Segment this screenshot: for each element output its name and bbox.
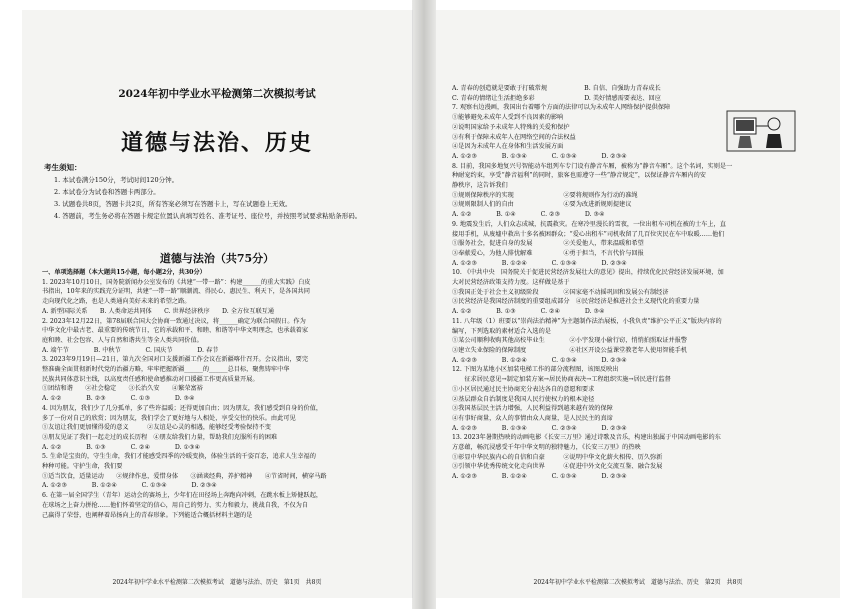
left-question-block — [42, 268, 402, 520]
question-line: 编写，下列选取的素材适合入选的是 — [452, 327, 551, 335]
question-line: ①能够避免未成年人受到不良因素的影响 — [452, 114, 564, 122]
section-title: 道德与法治（共75分） — [159, 252, 275, 265]
question-stem: 12. 下图为某地小区加装电梯工作的部分流程图，该图反映出 — [452, 366, 619, 374]
question-stem: 5. 生命是宝贵的，守生生命，我们才能感受四季的冷暖变换，体验生活的千姿百态，追求人生幸福的 — [42, 453, 316, 461]
question-line: 多了一份对自己的欣赏；因为朋友，我们学会了更好地与人相处，享受交往的快乐。由此可见 — [42, 414, 296, 422]
question-stem: 2. 2023年12月22日，第78届联合国大会协商一致通过决议，将______确定为联合国假日。作为 — [42, 317, 306, 325]
question-line: ③我国基层民主活力增强，人民利益得到越来越有效的保障 — [452, 405, 613, 413]
notice-list — [54, 174, 404, 222]
question-line: ③规则限制人们的自由 ④要为改进新规则提建议 — [452, 201, 632, 209]
question-stem: 9. 地震发生后，人们众志成城，抗震救灾。在寒冷里漫长的雪夜，一位出租车司机在被的士车上，直 — [452, 220, 726, 228]
question-line: ③有利于保障未成年人在网络空间的合法权益 — [452, 133, 576, 141]
question-stem: 11. 八年级（1）班要以“崇尚法治精神”为主题制作法治展板，小我负责“维护公平正义”版块内容的 — [452, 317, 722, 325]
question-line: C. 青春的情绪让生活拒绝多彩 D. 美好情感需要表达、回应 — [452, 94, 661, 102]
subject-title: 道德与法治、历史 — [120, 130, 313, 156]
question-line: A. ①② B. ①③ C. ②④ D. ③④ — [452, 308, 605, 316]
question-line: A. 新型国际关系 B. 人类命运共同体 C. 世界经济秩序 D. 全方位互联互通 — [42, 307, 275, 315]
question-line: 方意蕴，畅沉浸感受千年中华文明的独特魅力，《长安三万里》的热映 — [452, 444, 641, 452]
right-page — [436, 10, 840, 598]
question-line: A. ①②③ B. ①②④ C. ①③④ D. ②③④ — [452, 473, 627, 481]
right-question-block — [452, 84, 828, 482]
question-line: 己赢得了荣誉，也阐释着昂扬向上的青春形象。下列能适合概括材料主题的是 — [42, 511, 253, 519]
question-line: 征求居民意见→制定加装方案→居民协商表决→工程组织实施→居民进行监督 — [452, 376, 671, 384]
right-footer: 2024年初中学业水平检测第二次模拟考试 道德与法治、历史 第2页 共8页 — [533, 579, 743, 586]
question-line: A. 端午节 B. 中秋节 C. 国庆节 D. 春节 — [42, 346, 219, 354]
question-line: ①团结和谐 ②社会稳定 ③长治久安 ④繁荣富裕 — [42, 385, 203, 393]
notice-item: 2. 本试卷分为试卷和答题卡两部分。 — [54, 188, 160, 196]
question-line: ④是因为未成年人在身体和生活发展方面 — [452, 143, 564, 151]
question-line: 整准确全面贯彻新时代党的治疆方略，牢牢把握新疆______的______总目标，聚焦铸牢中华 — [42, 366, 290, 374]
question-line: 种耐宠约束，享受“静音福利”的同时，旅客也需遵守一些“静音规定”，以保证静音车厢内的安 — [452, 172, 706, 180]
question-line: ①适当饮食，适量运动 ②规律作息，爱惜身体 ③涵谈经典，养护精神 ④节省时间，横穿马路 — [42, 472, 327, 480]
question-line: ③民营经济是我国经济制度的重要组成部分 ④民营经济是推进社会主义现代化的重要力量 — [452, 298, 700, 306]
left-footer: 2024年初中学业水平检测第二次模拟考试 道德与法治、历史 第1页 共8页 — [112, 579, 322, 586]
question-stem: 8. 目前，我国多地复兴号智能动车组列车专门设有静音车厢，被称为“静音车厢”。这个名词，实则是一 — [452, 162, 733, 170]
notice-heading: 考生须知： — [44, 163, 82, 172]
question-stem: 3. 2023年9月19日—21日，第九次全国对口支援新疆工作会议在新疆喀什召开。会议指出，要完 — [42, 356, 309, 364]
question-line: ③引领中华优秀传统文化走向世界 ④促进中外文化交流互鉴、融合发展 — [452, 463, 663, 471]
question-line: ①规则保障秩序的实现 ②要将规则作为行动的准绳 — [452, 191, 638, 199]
question-line: ③奉献爱心，为他人排忧解难 ④勇于担当，不言代价与回报 — [452, 249, 644, 257]
notice-item: 3. 试题卷共8页，答题卡共2页，所有答案必须写在答题卡上，写在试题卷上无效。 — [54, 200, 292, 208]
question-line: ④有事好商量，众人的事情由众人商量，是人民民主的真谛 — [452, 414, 613, 422]
question-line: A. 青春的创造就是要敢于打破常规 B. 自信、自强助力青春成长 — [452, 85, 661, 92]
question-line: 中华文化中最古老、最重要的传统节日，它的承载和平、和睦、和谐等中华文明理念，也承载着家 — [42, 327, 309, 335]
book-gutter — [412, 0, 436, 609]
question-stem: 1. 2023年10月10日，国务院新闻办公室发布的《共建“一带一路”：构建______的重大实践》白皮 — [42, 278, 311, 286]
notice-item: 1. 本试卷满分150分，考试时间120分钟。 — [54, 176, 179, 184]
question-line: 在球场之上奋力拼抢……他们怀着坚定的信心，用自己的努力、实力和毅力，挑战自我，不仅为自 — [42, 501, 309, 509]
question-line: A. ①② B. ②③ C. ①③ D. ③④ — [42, 395, 195, 403]
question-line: ③朋友见证了我们一起走过的成长历程 ④朋友给我们力量，帮助我们克服所有的困难 — [42, 433, 278, 441]
question-line: ①彰显中华民族内心的自信和自豪 ②说明中华文化薪火相传、历久弥新 — [452, 453, 663, 461]
question-line: ①我国正处于社会主义初级阶段 ②国家毫不动摇巩固和发展公有制经济 — [452, 288, 669, 296]
question-line: 庭和睦、社会包容、人与自然和谐共生等全人类共同价值。 — [42, 336, 203, 344]
question-line: 走向现代化之路，也是人类通向美好未来的希望之路。 — [42, 298, 191, 306]
left-page — [22, 10, 413, 598]
question-line: ①小区居民通过民主协商充分表达各自的意愿和要求 — [452, 385, 595, 393]
question-line: A. ①②③ B. ①③④ C. ②③④ D. ②③④ — [452, 424, 627, 432]
question-line: A. ①②③ B. ①②④ C. ①③④ D. ②③④ — [452, 259, 627, 267]
question-line: 种种可能。守护生命，我们要 — [42, 463, 123, 471]
question-line: 接用手机，从废墟中救出十多名被困群众；“爱心出租车”司机收留了几百位灾民在车中取暖……他们 — [452, 230, 725, 238]
question-line: 书指出，10年来的实践充分证明，共建“一带一路”顺潮流、得民心、惠民生、利天下，是各国共同 — [42, 288, 310, 296]
question-line: A. ①②③ B. ①③④ C. ①③④ D. ②③④ — [452, 152, 627, 160]
question-line: A. ①② B. ①③ C. ②④ D. ①③④ — [42, 443, 201, 451]
question-line: ③建立失业保险的保障制度 ④社区开设公益课堂教老年人使用智能手机 — [452, 346, 688, 354]
question-line: A. ①②③ B. ①②④ C. ①③④ D. ②③④ — [452, 356, 627, 364]
notice-item: 4. 答题前，考生务必将在答题卡规定位置认真填写姓名、准考证号、座位号，并按照考试要求粘贴条形码。 — [54, 212, 362, 220]
question-line: A. ①②③ B. ①②④ C. ①③④ D. ②③④ — [42, 482, 217, 490]
question-stem: 13. 2023年暑期热映的动画电影《长安三万里》通过诗歌及音乐，构建出独属于中国动画电影的东 — [452, 434, 721, 442]
question-line: ①友谊让我们更加懂得爱的意义 ②友谊是心灵的相遇，能够经受考验保持不变 — [42, 424, 271, 432]
question-line: 大对民营经济政策支持力度。这样做是基于 — [452, 279, 570, 287]
question-line: ②基层群众自治制度是我国人民行使权力的根本途径 — [452, 395, 595, 403]
question-stem: 10. 《中共中央 国务院关于促进民营经济发展壮大的意见》提出，持续优化民营经济发展环境，加 — [452, 269, 724, 277]
question-line: 静秩序，这告诉我们 — [452, 182, 508, 190]
question-line: ②说明国家给予未成年人特殊的关爱和保护 — [452, 123, 570, 131]
question-stem: 7. 观察右边漫画，我国出台着哪个方面的法律可以为未成年人网络保护提供保障 — [452, 104, 671, 112]
question-line: A. ①② B. ①④ C. ②③ D. ③④ — [452, 211, 605, 219]
question-stem: 6. 在第一届全国学生（青年）运动会的赛场上，少年们在田径场上奔跑向冲刺，在跳水板上矫健跃起， — [42, 492, 323, 500]
question-line: 民族共同体意识主线，以高度责任感和使命感推动对口援疆工作更高质量开展。 — [42, 375, 259, 383]
question-line: ①服务社会，促进自身的发展 ②关爱他人，带来温暖和希望 — [452, 240, 644, 248]
question-stem: 一、单项选择题（本大题共15小题，每小题2分，共30分） — [42, 269, 206, 276]
exam-title: 2024年初中学业水平检测第二次模拟考试 — [118, 88, 316, 100]
question-line: ①某公司顺利收购其他高校毕业生 ②小宇发现小偷行窃，悄悄拍照取证并报警 — [452, 337, 688, 345]
question-stem: 4. 因为朋友，我们少了几分孤单，多了些许温暖；还得更加自由；因为朋友，我们感受到自身的价值， — [42, 404, 323, 412]
